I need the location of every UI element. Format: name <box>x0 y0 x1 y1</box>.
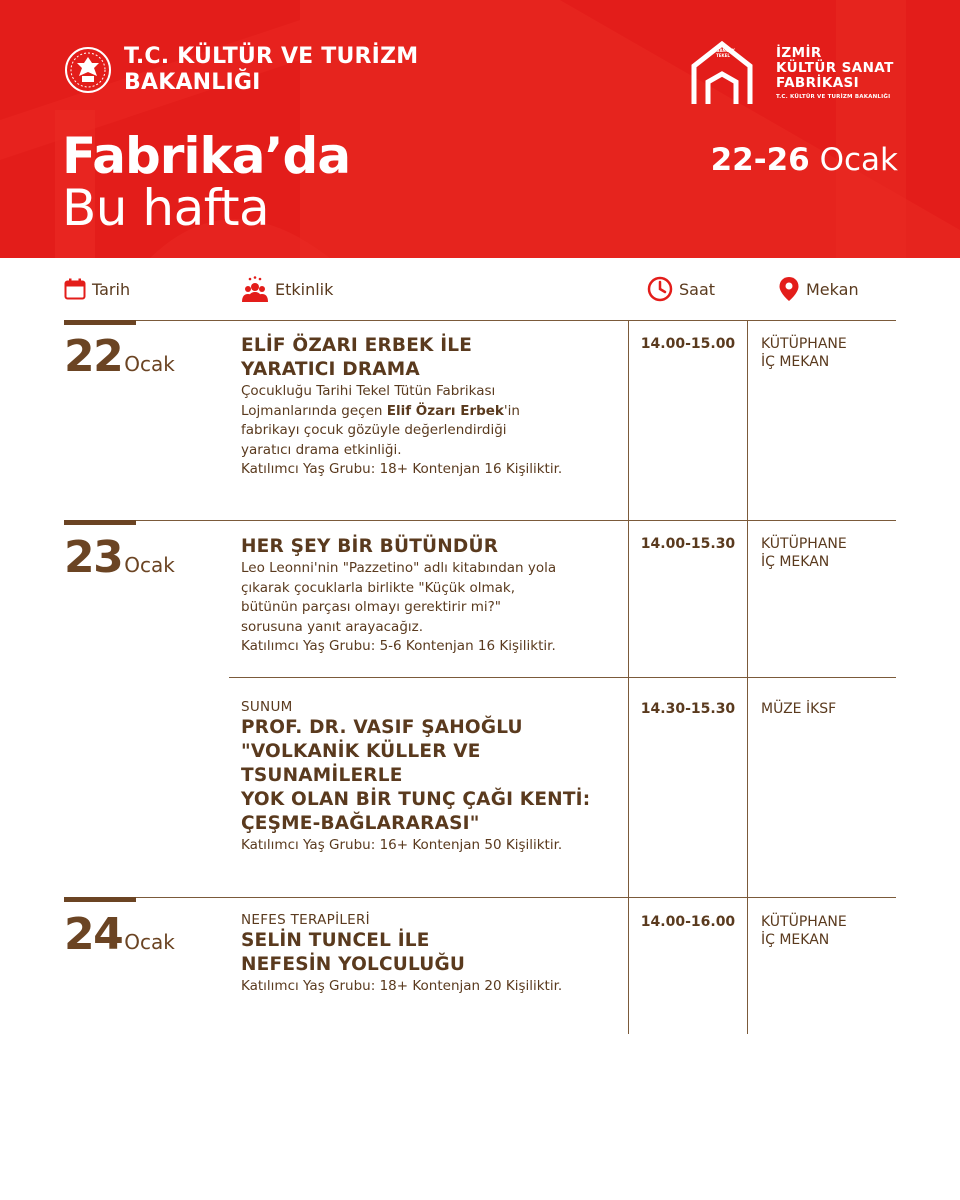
row-divider <box>64 520 896 521</box>
ministry-name-line2: BAKANLIĞI <box>124 70 261 95</box>
event-title-line: ELİF ÖZARI ERBEK İLE <box>241 335 473 356</box>
event-description-line: fabrikayı çocuk gözüyle değerlendirdiği <box>241 422 507 438</box>
column-divider-time <box>628 320 629 1034</box>
event-her-sey-bir-butundur <box>241 535 621 657</box>
event-capacity: Katılımcı Yaş Grubu: 18+ Kontenjan 20 Kişiliktir. <box>241 978 563 994</box>
event-title <box>241 334 621 382</box>
event-title-line: TSUNAMİLERLE <box>241 765 403 786</box>
page-subtitle: Bu hafta <box>62 179 270 237</box>
event-category: SUNUM <box>241 699 293 715</box>
date-month: Ocak <box>124 930 175 954</box>
row-divider <box>229 677 896 678</box>
event-place-line: KÜTÜPHANE <box>761 536 847 552</box>
event-title <box>241 929 621 977</box>
column-label-date: Tarih <box>92 279 131 299</box>
date-accent-bar <box>64 320 136 325</box>
event-description-text: 'in <box>503 402 520 419</box>
event-time: 14.00-15.00 <box>640 336 736 352</box>
event-place-line: İÇ MEKAN <box>761 932 830 948</box>
column-header-date <box>64 274 130 304</box>
event-title-line: NEFESİN YOLCULUĞU <box>241 954 466 975</box>
date-24 <box>64 909 175 960</box>
date-22 <box>64 331 175 382</box>
event-place <box>761 535 921 571</box>
event-title <box>241 716 621 836</box>
logo-line2: KÜLTÜR SANAT <box>776 60 894 76</box>
date-month: Ocak <box>124 553 175 577</box>
ministry-seal-icon <box>64 46 112 94</box>
event-description-line: Leo Leonni'nin "Pazzetino" adlı kitabından yola <box>241 560 557 576</box>
event-description <box>241 559 621 637</box>
event-description-line: bütünün parçası olmayı gerektirir mi?" <box>241 599 501 615</box>
date-day: 23 <box>64 532 123 583</box>
date-range <box>711 140 898 180</box>
column-label-event: Etkinlik <box>275 279 334 299</box>
event-place <box>761 700 921 718</box>
event-sunum <box>241 699 621 856</box>
page-title: Fabrika’da <box>62 127 351 185</box>
event-place <box>761 335 921 371</box>
event-time: 14.00-15.30 <box>640 536 736 552</box>
event-title-line: HER ŞEY BİR BÜTÜNDÜR <box>241 536 499 557</box>
event-time: 14.30-15.30 <box>640 701 736 717</box>
logo-footer: T.C. KÜLTÜR VE TURİZM BAKANLIĞI <box>776 94 891 100</box>
event-creative-drama <box>241 334 621 480</box>
event-description-bold: Elif Özarı Erbek <box>386 402 504 419</box>
event-category: NEFES TERAPİLERİ <box>241 912 370 928</box>
column-header-place <box>778 274 859 304</box>
date-day: 22 <box>64 331 123 382</box>
event-description-line: yaratıcı drama etkinliği. <box>241 441 402 458</box>
event-title-line: SELİN TUNCEL İLE <box>241 930 430 951</box>
header-banner <box>0 0 960 258</box>
event-description-line <box>241 402 621 422</box>
event-place-line: KÜTÜPHANE <box>761 336 847 352</box>
event-description <box>241 382 621 460</box>
row-divider <box>64 897 896 898</box>
event-description-line: çıkarak çocuklarla birlikte "Küçük olmak, <box>241 579 515 596</box>
logo-line3: FABRİKASI <box>776 75 860 91</box>
logo-small-line2: TEKEL <box>716 53 730 58</box>
date-day: 24 <box>64 909 123 960</box>
event-capacity: Katılımcı Yaş Grubu: 16+ Kontenjan 50 Kişiliktir. <box>241 837 563 853</box>
date-range-month: Ocak <box>819 142 898 178</box>
column-divider-place <box>747 320 748 1034</box>
date-accent-bar <box>64 897 136 902</box>
logo-line1: İZMİR <box>776 45 822 61</box>
event-capacity: Katılımcı Yaş Grubu: 18+ Kontenjan 16 Kişiliktir. <box>241 461 563 477</box>
ministry-logo <box>64 44 418 96</box>
event-description-line: Çocukluğu Tarihi Tekel Tütün Fabrikası <box>241 383 496 399</box>
calendar-icon <box>64 278 86 300</box>
event-title-line: YOK OLAN BİR TUNÇ ÇAĞI KENTİ: <box>241 789 591 810</box>
event-description-line: sorusuna yanıt arayacağız. <box>241 618 424 635</box>
row-divider <box>64 320 896 321</box>
event-nefes-terapileri <box>241 912 621 997</box>
date-range-numbers: 22-26 <box>710 142 810 178</box>
people-icon <box>241 276 269 302</box>
event-title-line: ÇEŞME-BAĞLARARASI" <box>241 813 480 834</box>
event-description-text: Lojmanlarında geçen <box>241 402 387 419</box>
event-place-line: MÜZE İKSF <box>761 701 837 717</box>
event-title-line: PROF. DR. VASIF ŞAHOĞLU <box>241 717 523 738</box>
date-23 <box>64 532 175 583</box>
column-label-place: Mekan <box>806 279 859 299</box>
event-place-line: KÜTÜPHANE <box>761 914 847 930</box>
date-accent-bar <box>64 520 136 525</box>
column-header-time <box>647 274 715 304</box>
date-month: Ocak <box>124 352 175 376</box>
logo-small-line1: ALSANCAK <box>710 48 736 53</box>
column-label-time: Saat <box>679 279 716 299</box>
event-place-line: İÇ MEKAN <box>761 554 830 570</box>
location-pin-icon <box>778 276 800 302</box>
event-title <box>241 535 621 559</box>
column-header-event <box>241 274 333 304</box>
event-capacity: Katılımcı Yaş Grubu: 5-6 Kontenjan 16 Kişiliktir. <box>241 638 556 654</box>
ministry-name-line1: T.C. KÜLTÜR VE TURİZM <box>124 44 419 69</box>
event-title-line: "VOLKANİK KÜLLER VE <box>241 741 481 762</box>
event-title-line: YARATICI DRAMA <box>241 359 420 380</box>
event-place <box>761 913 921 949</box>
event-place-line: İÇ MEKAN <box>761 354 830 370</box>
clock-icon <box>647 276 673 302</box>
event-time: 14.00-16.00 <box>640 914 736 930</box>
fabrika-logo <box>690 38 910 108</box>
